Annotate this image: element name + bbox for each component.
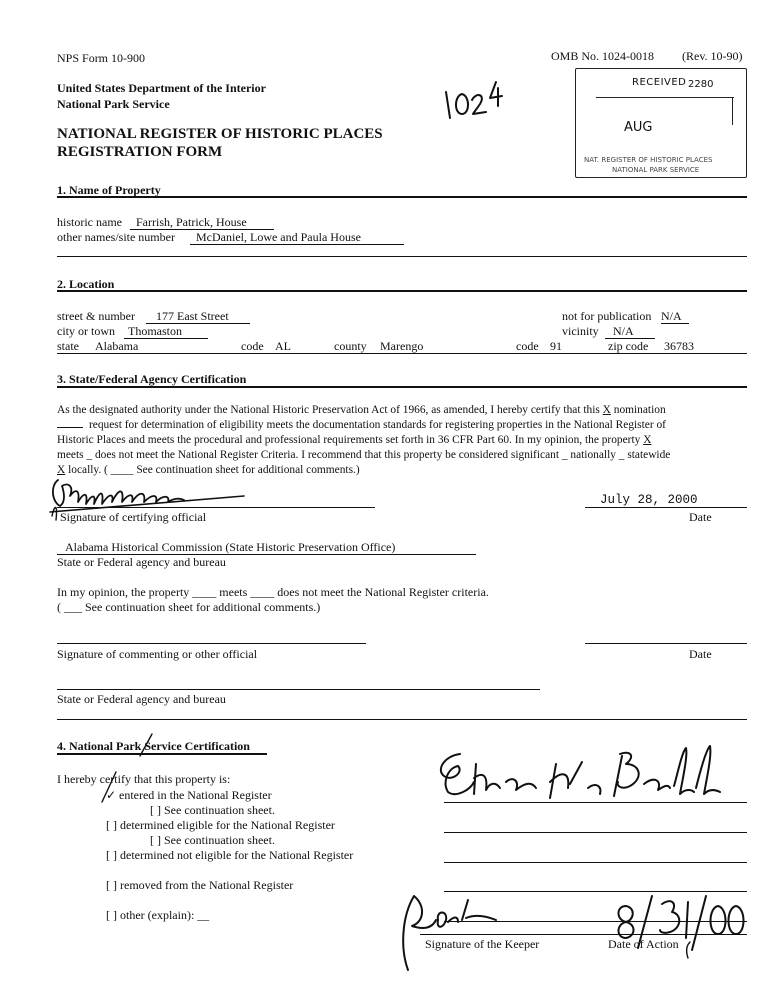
cert-para-line1 (57, 405, 666, 416)
city-value: Thomaston (124, 325, 208, 339)
cert-para-line4: meets _ does not meet the National Register Criteria. I recommend that this property be considered significant _ nationally _ statewide (57, 449, 671, 461)
cert-para-line3-text: Historic Places and meets the procedural and professional requirements set forth in 36 CFR Part 60. In my opinion, the property (57, 434, 641, 446)
nomination-mark: X (602, 404, 611, 416)
date-of-action-label: Date of Action (608, 937, 679, 951)
commenting-date-label: Date (689, 647, 712, 661)
state-code-label: code (241, 339, 264, 353)
keeper-signature (396, 886, 506, 976)
historic-name-label: historic name (57, 215, 122, 229)
property-meets-mark: X (643, 434, 652, 446)
other-names-label: other names/site number (57, 230, 175, 244)
section1-rule (57, 196, 747, 198)
form-revision: (Rev. 10-90) (682, 49, 743, 63)
nps-option-entered-label: entered in the National Register (119, 788, 272, 802)
cert-para-line2 (57, 420, 666, 431)
county-code-label: code (516, 339, 539, 353)
state-code-value: AL (275, 339, 291, 353)
city-label: city or town (57, 324, 115, 338)
certification-date-label: Date (689, 510, 712, 524)
section3-rule (57, 386, 747, 388)
keeper-signature-label: Signature of the Keeper (425, 937, 540, 951)
opinion-line1: In my opinion, the property ____ meets ____ does not meet the National Register criteria. (57, 585, 489, 599)
section3-bottom-rule (57, 719, 747, 720)
section4-heading-pen-mark (136, 732, 156, 758)
nps-option-other: [ ] other (explain): __ (106, 908, 210, 922)
certification-date-line (585, 507, 747, 508)
entered-checkbox-check: ✓ (106, 788, 117, 802)
section2-heading: 2. Location (57, 277, 115, 291)
received-stamp (575, 68, 747, 178)
historic-name-value: Farrish, Patrick, House (130, 216, 274, 230)
section3-heading: 3. State/Federal Agency Certification (57, 372, 247, 386)
zip-label: zip code (608, 339, 649, 353)
nps-option-eligible: [ ] determined eligible for the National Register (106, 818, 335, 832)
section4-heading: 4. National Park Service Certification (57, 739, 250, 753)
not-for-publication-value: N/A (661, 310, 689, 324)
cert-para-line1-end: nomination (613, 404, 666, 416)
other-names-value: McDaniel, Lowe and Paula House (190, 231, 404, 245)
locally-mark: X (57, 464, 66, 476)
stamp-line1: NAT. REGISTER OF HISTORIC PLACES (584, 156, 713, 164)
cert-para-line3 (57, 435, 651, 446)
nps-option-eligible-continuation: [ ] See continuation sheet. (150, 833, 275, 847)
stamp-number: 2280 (688, 79, 714, 90)
not-for-publication-label: not for publication (562, 309, 652, 323)
stamp-month: AUG (624, 120, 653, 135)
keeper-line-not-eligible (444, 862, 747, 863)
nps-option-removed: [ ] removed from the National Register (106, 878, 294, 892)
vicinity-label: vicinity (562, 324, 599, 338)
commenting-date-line (585, 643, 747, 644)
nps-option-entered (106, 789, 272, 801)
section1-bottom-rule (57, 256, 747, 257)
form-title-line1: NATIONAL REGISTER OF HISTORIC PLACES (57, 126, 383, 142)
commenting-agency-label: State or Federal agency and bureau (57, 692, 226, 706)
commenting-agency-line (57, 689, 540, 690)
commenting-signature-line (57, 643, 366, 644)
street-label: street & number (57, 309, 135, 323)
stamp-received: RECEIVED (632, 77, 687, 88)
department-name: United States Department of the Interior (57, 81, 266, 95)
form-number: NPS Form 10-900 (57, 51, 146, 65)
form-title-line2: REGISTRATION FORM (57, 144, 223, 160)
nps-option-not-eligible: [ ] determined not eligible for the National Register (106, 848, 354, 862)
county-code-value: 91 (550, 339, 562, 353)
opinion-line2: ( ___ See continuation sheet for additional comments.) (57, 600, 321, 614)
nps-option-entered-continuation: [ ] See continuation sheet. (150, 803, 275, 817)
keeper-entered-signature (430, 742, 730, 808)
commenting-signature-label: Signature of commenting or other official (57, 647, 258, 661)
certifying-agency-value: Alabama Historical Commission (State Historic Preservation Office) (57, 541, 476, 555)
section1-heading: 1. Name of Property (57, 183, 161, 197)
county-label: county (334, 339, 367, 353)
date-of-action-handwritten (612, 892, 746, 962)
section2-rule (57, 290, 747, 292)
certifying-signature-line (57, 507, 375, 508)
certifying-agency-label: State or Federal agency and bureau (57, 555, 226, 569)
certifying-signature-label: Signature of certifying official (60, 510, 207, 524)
cert-para-line5-text: locally. ( ____ See continuation sheet for additional comments.) (68, 464, 360, 476)
handwritten-reference-number (440, 74, 510, 124)
keeper-line-eligible (444, 832, 747, 833)
street-value: 177 East Street (146, 310, 250, 324)
county-value: Marengo (380, 339, 424, 353)
stamp-line2: NATIONAL PARK SERVICE (612, 166, 700, 174)
state-label: state (57, 339, 79, 353)
state-value: Alabama (95, 339, 139, 353)
location-underline (57, 353, 747, 354)
certification-date: July 28, 2000 (600, 493, 698, 507)
cert-para-line2-text: request for determination of eligibility meets the documentation standards for registering properties in the National Register of (89, 419, 666, 431)
omb-number: OMB No. 1024-0018 (551, 49, 655, 63)
nps-certify-intro: I hereby certify that this property is: (57, 772, 231, 786)
service-name: National Park Service (57, 97, 170, 111)
cert-para-line1-text: As the designated authority under the National Historic Preservation Act of 1966, as amended, I hereby certify that this (57, 404, 600, 416)
section4-rule (57, 753, 267, 755)
zip-value: 36783 (664, 339, 694, 353)
vicinity-value: N/A (605, 325, 655, 339)
